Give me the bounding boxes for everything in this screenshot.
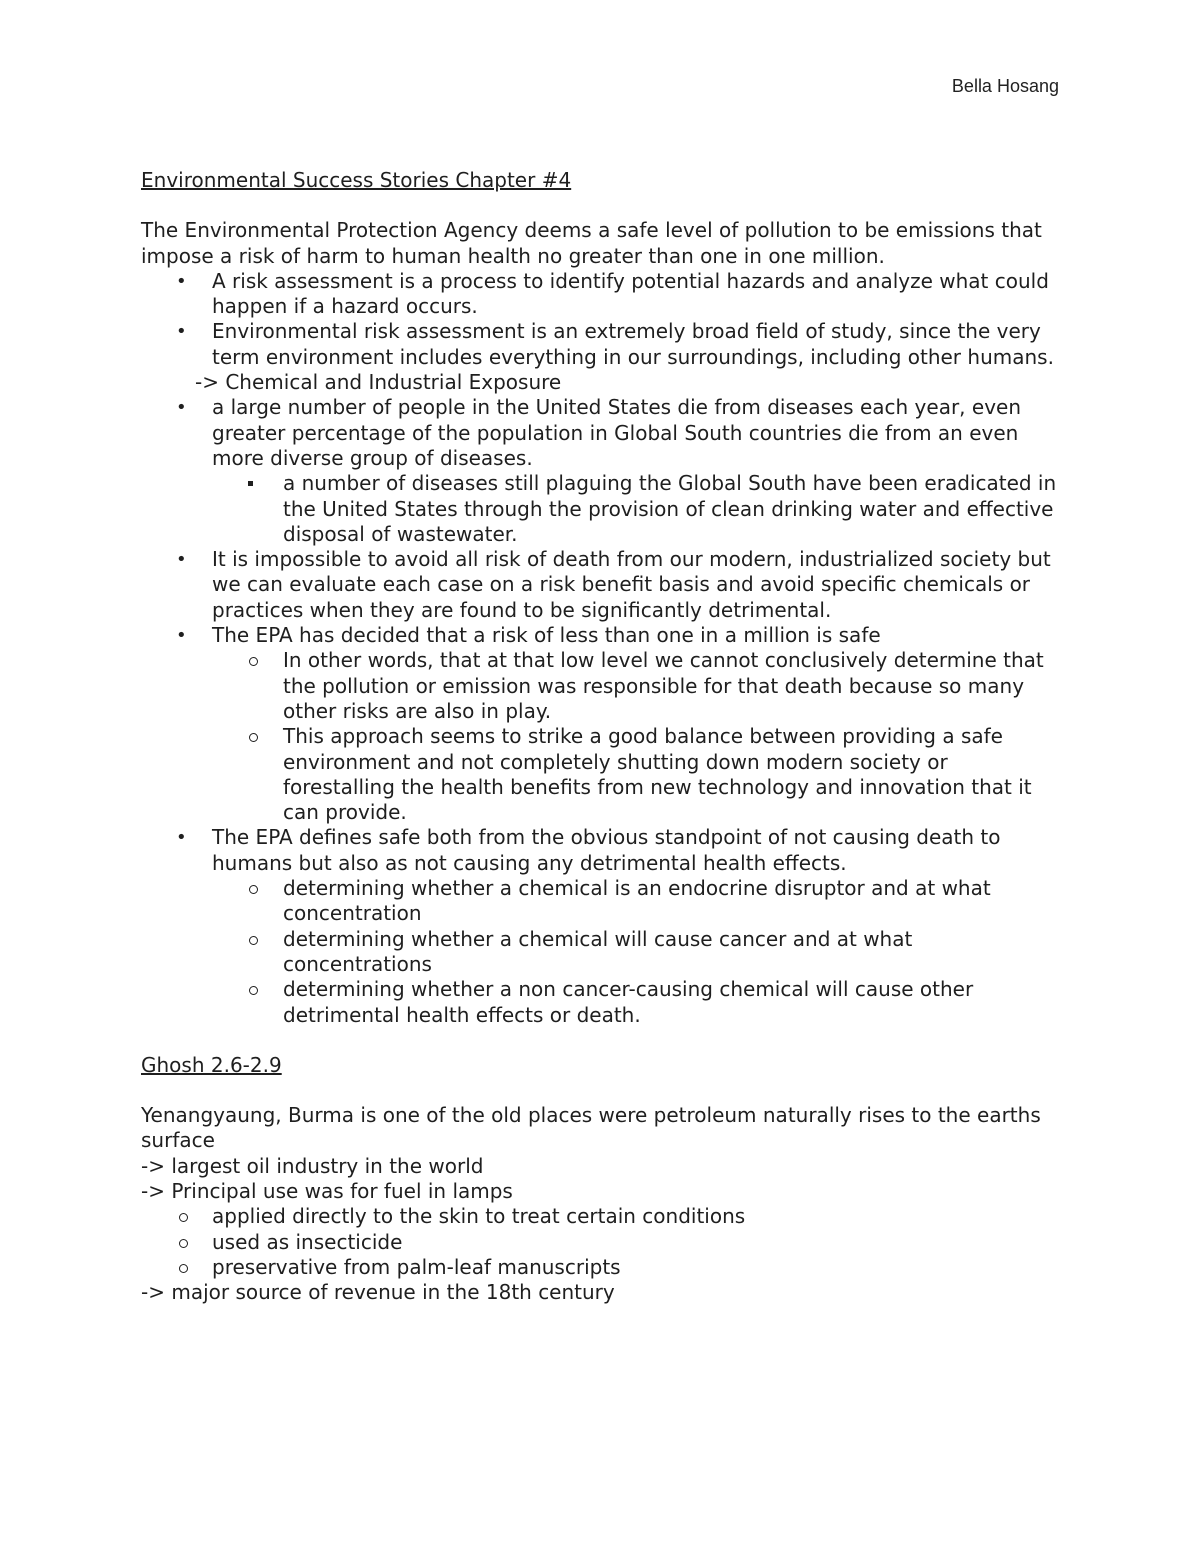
circle-bullet-icon [179, 1213, 188, 1222]
square-bullet-icon [248, 481, 253, 486]
document-body [141, 168, 1061, 1305]
arrow-line: -> Chemical and Industrial Exposure [195, 370, 562, 395]
bullet-icon: • [176, 827, 187, 849]
bullet-icon: • [176, 625, 187, 647]
sub-bullet-item: This approach seems to strike a good balance between providing a safe environment and not completely shutting down modern society or forestalling the health benefits from new technology and innovation that it can provide. [141, 724, 1061, 825]
sub-bullet-item: determining whether a non cancer-causing chemical will cause other detrimental health effects or death. [141, 977, 1061, 1028]
ghosh-intro: Yenangyaung, Burma is one of the old places were petroleum naturally rises to the earths surface [141, 1103, 1041, 1153]
circle-bullet-icon [249, 936, 258, 945]
section-title-environmental: Environmental Success Stories Chapter #4 [141, 168, 572, 192]
circle-bullet-icon [179, 1264, 188, 1273]
bullet-item: • The EPA has decided that a risk of less than one in a million is safe [176, 623, 881, 648]
sub-bullet-item: determining whether a chemical is an endocrine disruptor and at what concentration [141, 876, 1061, 927]
arrow-line: -> major source of revenue in the 18th century [141, 1280, 615, 1305]
arrow-line: -> largest oil industry in the world [141, 1153, 484, 1178]
circle-bullet-icon [249, 986, 258, 995]
arrow-line: -> Principal use was for fuel in lamps [141, 1178, 513, 1203]
circle-bullet-icon [249, 733, 258, 742]
bullet-icon: • [176, 321, 187, 343]
bullet-icon: • [176, 397, 187, 419]
sub-bullet-item: determining whether a chemical will cause cancer and at what concentrations [141, 927, 1061, 978]
author-name: Bella Hosang [951, 76, 1059, 96]
sub-bullet-item: In other words, that at that low level we cannot conclusively determine that the pollution or emission was responsible for that death because so many other risks are also in play. [141, 648, 1061, 724]
sub-bullet-item: preservative from palm-leaf manuscripts [141, 1255, 1061, 1280]
circle-bullet-icon [249, 885, 258, 894]
bullet-item: • Environmental risk assessment is an extremely broad field of study, since the very term environment includes everything in our surroundings, including other humans. [176, 319, 1054, 369]
sub-bullet-item: applied directly to the skin to treat certain conditions [141, 1204, 1061, 1229]
sub-bullet-item: used as insecticide [141, 1230, 1061, 1255]
intro-paragraph: The Environmental Protection Agency deems a safe level of pollution to be emissions that impose a risk of harm to human health no greater than one in one million. [141, 218, 1042, 268]
bullet-item: • A risk assessment is a process to identify potential hazards and analyze what could happen if a hazard occurs. [176, 268, 1049, 319]
section-title-ghosh: Ghosh 2.6-2.9 [141, 1052, 282, 1077]
bullet-item: • a large number of people in the United States die from diseases each year, even greater percentage of the population in Global South countries die from an even more diverse group of diseases. [176, 395, 1022, 470]
bullet-item: • It is impossible to avoid all risk of death from our modern, industrialized society but we can evaluate each case on a risk benefit basis and avoid specific chemicals or practices when they are found to be significantly detrimental. [176, 547, 1051, 622]
bullet-icon: • [176, 270, 187, 292]
bullet-icon: • [176, 549, 187, 571]
sub-bullet-item: a number of diseases still plaguing the Global South have been eradicated in the United States through the provision of clean drinking water and effective disposal of wastewater. [141, 471, 1061, 547]
circle-bullet-icon [179, 1239, 188, 1248]
circle-bullet-icon [249, 657, 258, 666]
bullet-item: • The EPA defines safe both from the obvious standpoint of not causing death to humans but also as not causing any detrimental health effects. [176, 825, 1001, 875]
